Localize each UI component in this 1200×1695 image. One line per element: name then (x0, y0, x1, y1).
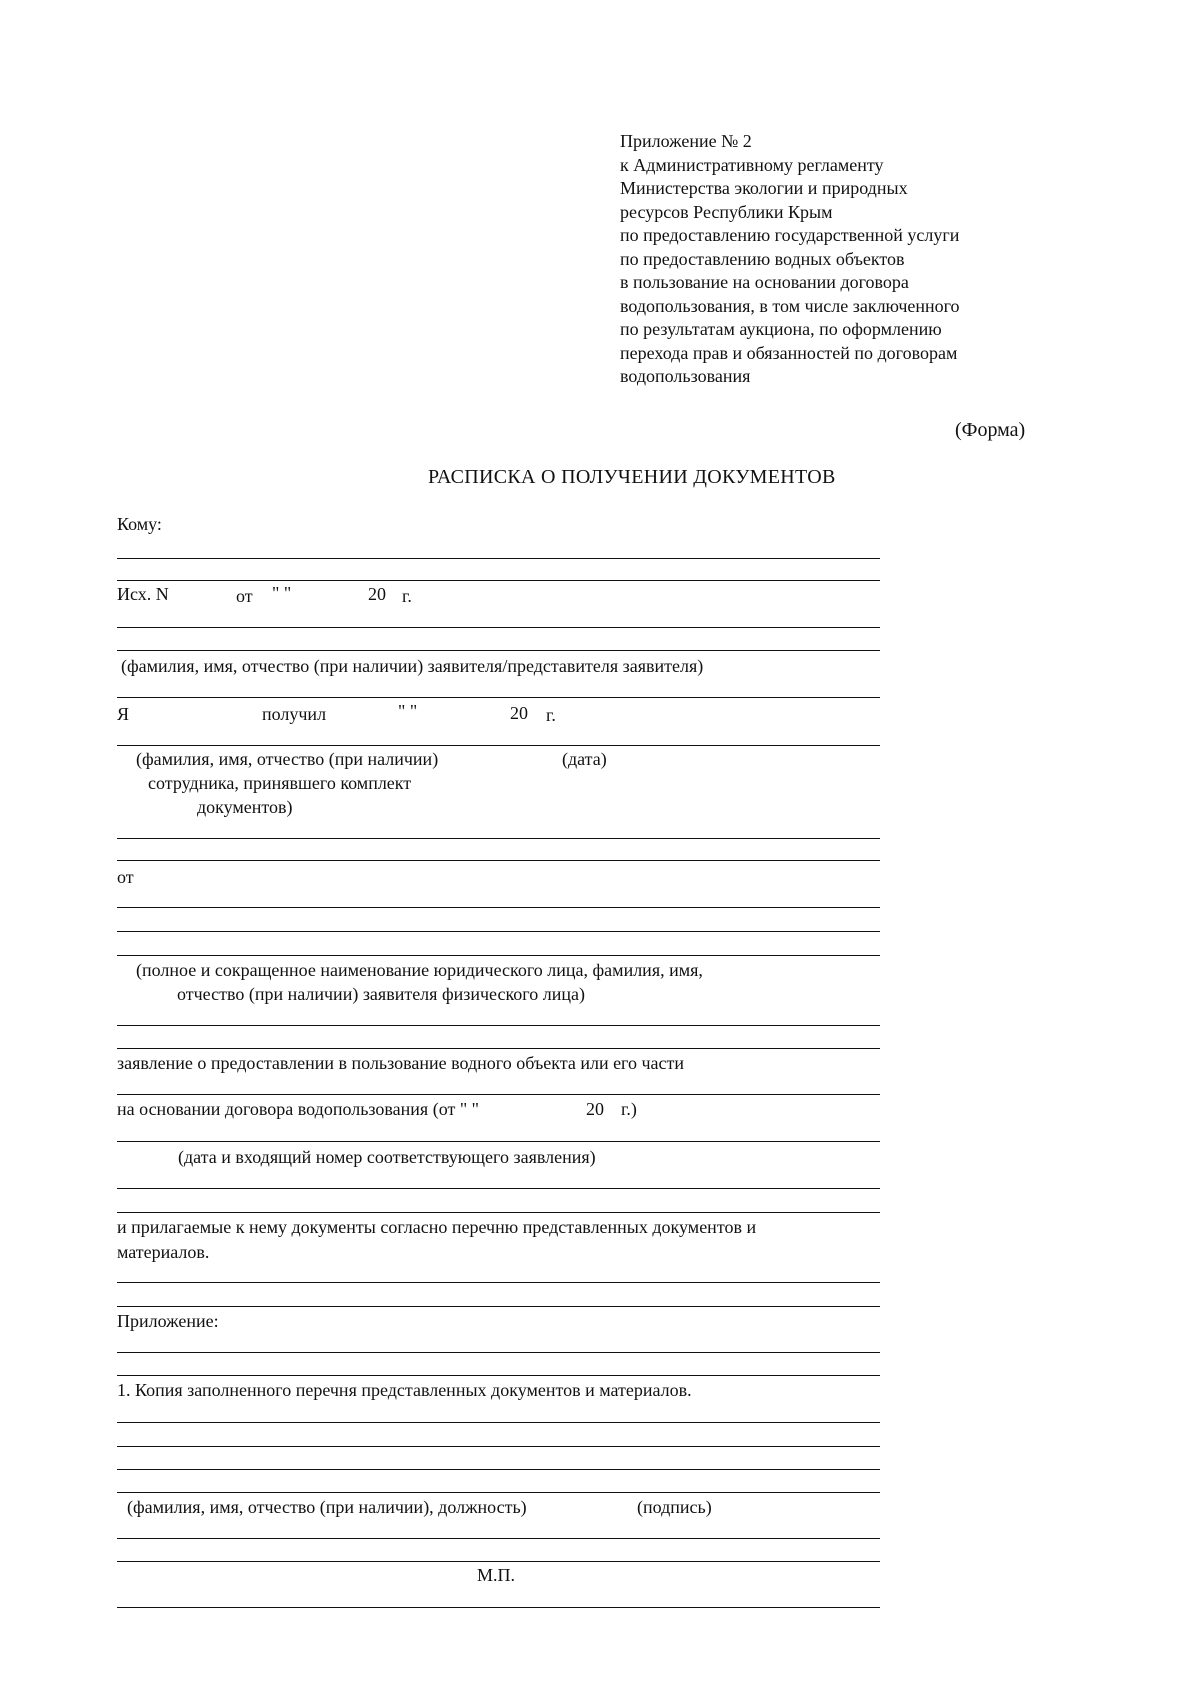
signature-caption: (подпись) (637, 1497, 712, 1517)
applicant-name-line[interactable] (117, 650, 880, 651)
statement-line[interactable] (117, 1188, 880, 1189)
attachments-line[interactable] (117, 1352, 880, 1353)
statement-line[interactable] (117, 1306, 880, 1307)
staff-caption-line: (фамилия, имя, отчество (при наличии) (136, 749, 439, 769)
signer-name-caption: (фамилия, имя, отчество (при наличии), должность) (127, 1497, 527, 1517)
ref-number-label: Исх. N (117, 584, 169, 604)
to-label: Кому: (117, 514, 162, 534)
seal-label: М.П. (477, 1565, 516, 1585)
received-year-prefix: 20 (510, 703, 528, 723)
from-label: от (117, 867, 134, 887)
appendix-line: к Административному регламенту (620, 154, 884, 175)
ref-year-prefix: 20 (368, 584, 386, 604)
signature-line[interactable] (117, 1561, 880, 1562)
statement-line[interactable] (117, 1212, 880, 1213)
statement-line[interactable] (117, 1094, 880, 1095)
attachments-label: Приложение: (117, 1311, 219, 1331)
appendix-line: Приложение № 2 (620, 131, 752, 151)
applicant-name-line[interactable] (117, 697, 880, 698)
signature-line[interactable] (117, 1607, 880, 1608)
appendix-note (620, 130, 960, 389)
appendix-line: водопользования (620, 366, 751, 386)
appendix-line: водопользования, в том числе заключенного (620, 295, 960, 316)
attachments-line[interactable] (117, 1469, 880, 1470)
to-input-line[interactable] (117, 558, 880, 559)
applicant-input-line[interactable] (117, 1048, 880, 1049)
received-label: получил (262, 704, 327, 724)
applicant-input-line[interactable] (117, 931, 880, 932)
appendix-line: ресурсов Республики Крым (620, 201, 833, 222)
ref-input-line[interactable] (117, 627, 880, 628)
attached-text: материалов. (117, 1242, 210, 1262)
statement-date-caption: (дата и входящий номер соответствующего заявления) (178, 1147, 596, 1167)
appendix-line: по предоставлению водных объектов (620, 248, 905, 269)
attachments-line[interactable] (117, 1446, 880, 1447)
form-label: (Форма) (955, 419, 1026, 441)
applicant-input-line[interactable] (117, 955, 880, 956)
appendix-line: по предоставлению государственной услуги (620, 225, 960, 245)
receipt-line[interactable] (117, 838, 880, 839)
applicant-input-line[interactable] (117, 1025, 880, 1026)
appendix-line: по результатам аукциона, по оформлению (620, 319, 942, 339)
applicant-name-caption: (фамилия, имя, отчество (при наличии) заявителя/представителя заявителя) (121, 656, 704, 676)
receipt-line[interactable] (117, 860, 880, 861)
appendix-line: Министерства экологии и природных (620, 178, 908, 198)
ref-year-suffix: г. (402, 586, 412, 606)
attachments-line[interactable] (117, 1422, 880, 1423)
staff-caption-line: сотрудника, принявшего комплект (148, 773, 412, 793)
page-title: РАСПИСКА О ПОЛУЧЕНИИ ДОКУМЕНТОВ (428, 466, 836, 488)
statement-line[interactable] (117, 1141, 880, 1142)
basis-year-suffix: г.) (621, 1099, 637, 1119)
applicant-input-line[interactable] (117, 907, 880, 908)
ref-from-label: от (236, 586, 253, 606)
basis-text: на основании договора водопользования (от " " (117, 1099, 480, 1119)
to-input-line[interactable] (117, 580, 880, 581)
staff-name-line[interactable] (117, 745, 880, 746)
applicant-caption-line: отчество (при наличии) заявителя физического лица) (177, 984, 585, 1004)
received-year-suffix: г. (546, 705, 556, 725)
i-label: Я (117, 704, 130, 724)
statement-line[interactable] (117, 1282, 880, 1283)
received-quotes: " " (398, 701, 418, 721)
signature-line[interactable] (117, 1492, 880, 1493)
date-caption: (дата) (562, 749, 607, 769)
appendix-line: в пользование на основании договора (620, 272, 909, 292)
staff-caption-line: документов) (197, 797, 293, 817)
ref-quotes: " " (272, 583, 292, 603)
appendix-line: перехода прав и обязанностей по договорам (620, 342, 958, 363)
signature-line[interactable] (117, 1538, 880, 1539)
attached-text: и прилагаемые к нему документы согласно перечню представленных документов и (117, 1217, 757, 1237)
statement-text: заявление о предоставлении в пользование водного объекта или его части (117, 1053, 685, 1073)
attachment-item: 1. Копия заполненного перечня представленных документов и материалов. (117, 1380, 692, 1400)
attachments-line[interactable] (117, 1375, 880, 1376)
basis-year-prefix: 20 (586, 1099, 604, 1119)
applicant-caption-line: (полное и сокращенное наименование юридического лица, фамилия, имя, (136, 960, 703, 980)
